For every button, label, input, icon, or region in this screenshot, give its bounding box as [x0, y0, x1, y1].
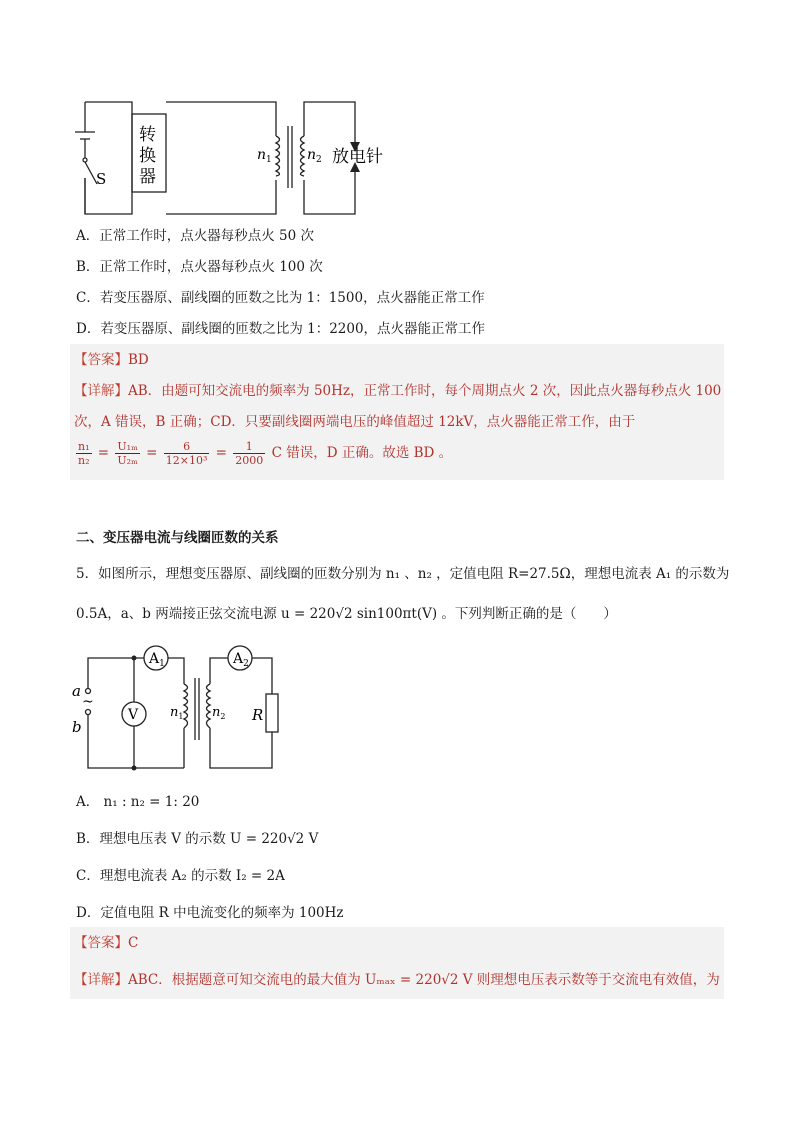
converter-label-3: 器	[139, 167, 156, 187]
detail-text: AB．由题可知交流电的频率为 50Hz，正常工作时，每个周期点火 2 次，因此点火器每秒点火 100	[128, 383, 722, 399]
detail-tag: 【详解】	[74, 972, 128, 988]
q4-answer	[74, 350, 149, 370]
secondary-turns-label: n	[212, 705, 221, 720]
answer-tag: 【答案】	[74, 935, 128, 951]
q5-stem-line-1: 5．如图所示，理想变压器原、副线圈的匝数分别为 n₁ 、n₂ ，定值电阻 R=27.5Ω，理想电流表 A₁ 的示数为	[76, 566, 730, 582]
section-2-title: 二、变压器电流与线圈匝数的关系	[76, 530, 279, 546]
switch-label: S	[96, 170, 107, 188]
svg-text:A2	[232, 651, 249, 669]
primary-turns-label: n	[257, 147, 267, 163]
converter-label-1: 转	[139, 125, 156, 145]
fraction-values: $\frac{6}{\text{12×10³}}$	[165, 440, 208, 467]
answer-value: BD	[128, 352, 149, 368]
answer-tag: 【答案】	[74, 352, 128, 368]
q5-option-c: C．理想电流表 A₂ 的示数 I₂ = 2A	[76, 868, 285, 884]
q4-option-c: C．若变压器原、副线圈的匝数之比为 1：1500，点火器能正常工作	[76, 290, 485, 306]
fraction-voltages: $\frac{\text{U₁ₘ}}{\text{U₂ₘ}}$	[117, 440, 138, 467]
q5-stem-line-2: 0.5A，a、b 两端接正弦交流电源 u = 220√2 sin100πt(V) 。下列判断正确的是（ ）	[76, 606, 617, 622]
transformer-circuit-diagram	[70, 644, 296, 778]
q4-option-d: D．若变压器原、副线圈的匝数之比为 1：2200，点火器能正常工作	[76, 321, 486, 337]
ammeter-a2-label: A	[233, 651, 244, 667]
igniter-circuit-diagram	[70, 96, 400, 220]
q4-detail-line-1	[74, 381, 721, 401]
ammeter-a2-sub: 2	[243, 659, 249, 669]
q4-formula: $\frac{\text{n₁}}{\text{n₂}}$ = $\frac{\text{U₁ₘ}}{\text{U₂ₘ}}$ = $\frac{6}{\text{12×10³}}$ = $\frac{1}{2000}$ C 错误，D 正确。故选 BD 。	[78, 440, 453, 467]
q5-option-a: A． n₁ : n₂ = 1: 20	[76, 794, 200, 810]
primary-turns-sub: 1	[266, 155, 272, 165]
resistor-label: R	[252, 706, 264, 724]
detail-tag: 【详解】	[74, 383, 128, 399]
voltmeter-label: V	[128, 707, 139, 723]
fraction-turns: $\frac{\text{n₁}}{\text{n₂}}$	[78, 440, 90, 467]
q5-option-b: B．理想电压表 V 的示数 U = 220√2 V	[76, 831, 319, 847]
ac-source-symbol: ~	[82, 694, 94, 710]
terminal-b-label: b	[72, 718, 82, 736]
q4-detail-line-2: 次，A 错误，B 正确；CD．只要副线圈两端电压的峰值超过 12kV，点火器能正常工作，由于	[74, 414, 636, 430]
secondary-turns-sub: 2	[220, 712, 226, 721]
q4-option-a: A．正常工作时，点火器每秒点火 50 次	[76, 228, 315, 244]
secondary-turns-sub: 2	[316, 155, 322, 165]
q5-answer	[74, 933, 138, 953]
q5-option-d: D．定值电阻 R 中电流变化的频率为 100Hz	[76, 905, 344, 921]
fraction-result: $\frac{1}{2000}$	[235, 440, 264, 467]
ammeter-a1-label: A	[149, 651, 160, 667]
svg-text:n1	[170, 705, 183, 721]
svg-text:n1	[257, 147, 272, 165]
answer-value: C	[128, 935, 139, 951]
secondary-turns-label: n	[307, 147, 317, 163]
discharge-needle-label: 放电针	[332, 147, 383, 167]
q5-detail-line-1	[74, 970, 720, 990]
detail-text: ABC．根据题意可知交流电的最大值为 Uₘₐₓ = 220√2 V 则理想电压表示数等于交流电有效值，为	[128, 972, 720, 988]
svg-text:n2	[212, 705, 225, 721]
primary-turns-sub: 1	[178, 712, 184, 721]
terminal-a-label: a	[72, 682, 81, 700]
primary-turns-label: n	[170, 705, 179, 720]
svg-text:A1	[148, 651, 165, 669]
q4-option-b: B．正常工作时，点火器每秒点火 100 次	[76, 259, 323, 275]
ammeter-a1-sub: 1	[159, 659, 165, 669]
converter-label-2: 换	[139, 146, 156, 166]
formula-conclusion: C 错误，D 正确。故选 BD 。	[271, 445, 453, 461]
svg-text:n2	[307, 147, 322, 165]
